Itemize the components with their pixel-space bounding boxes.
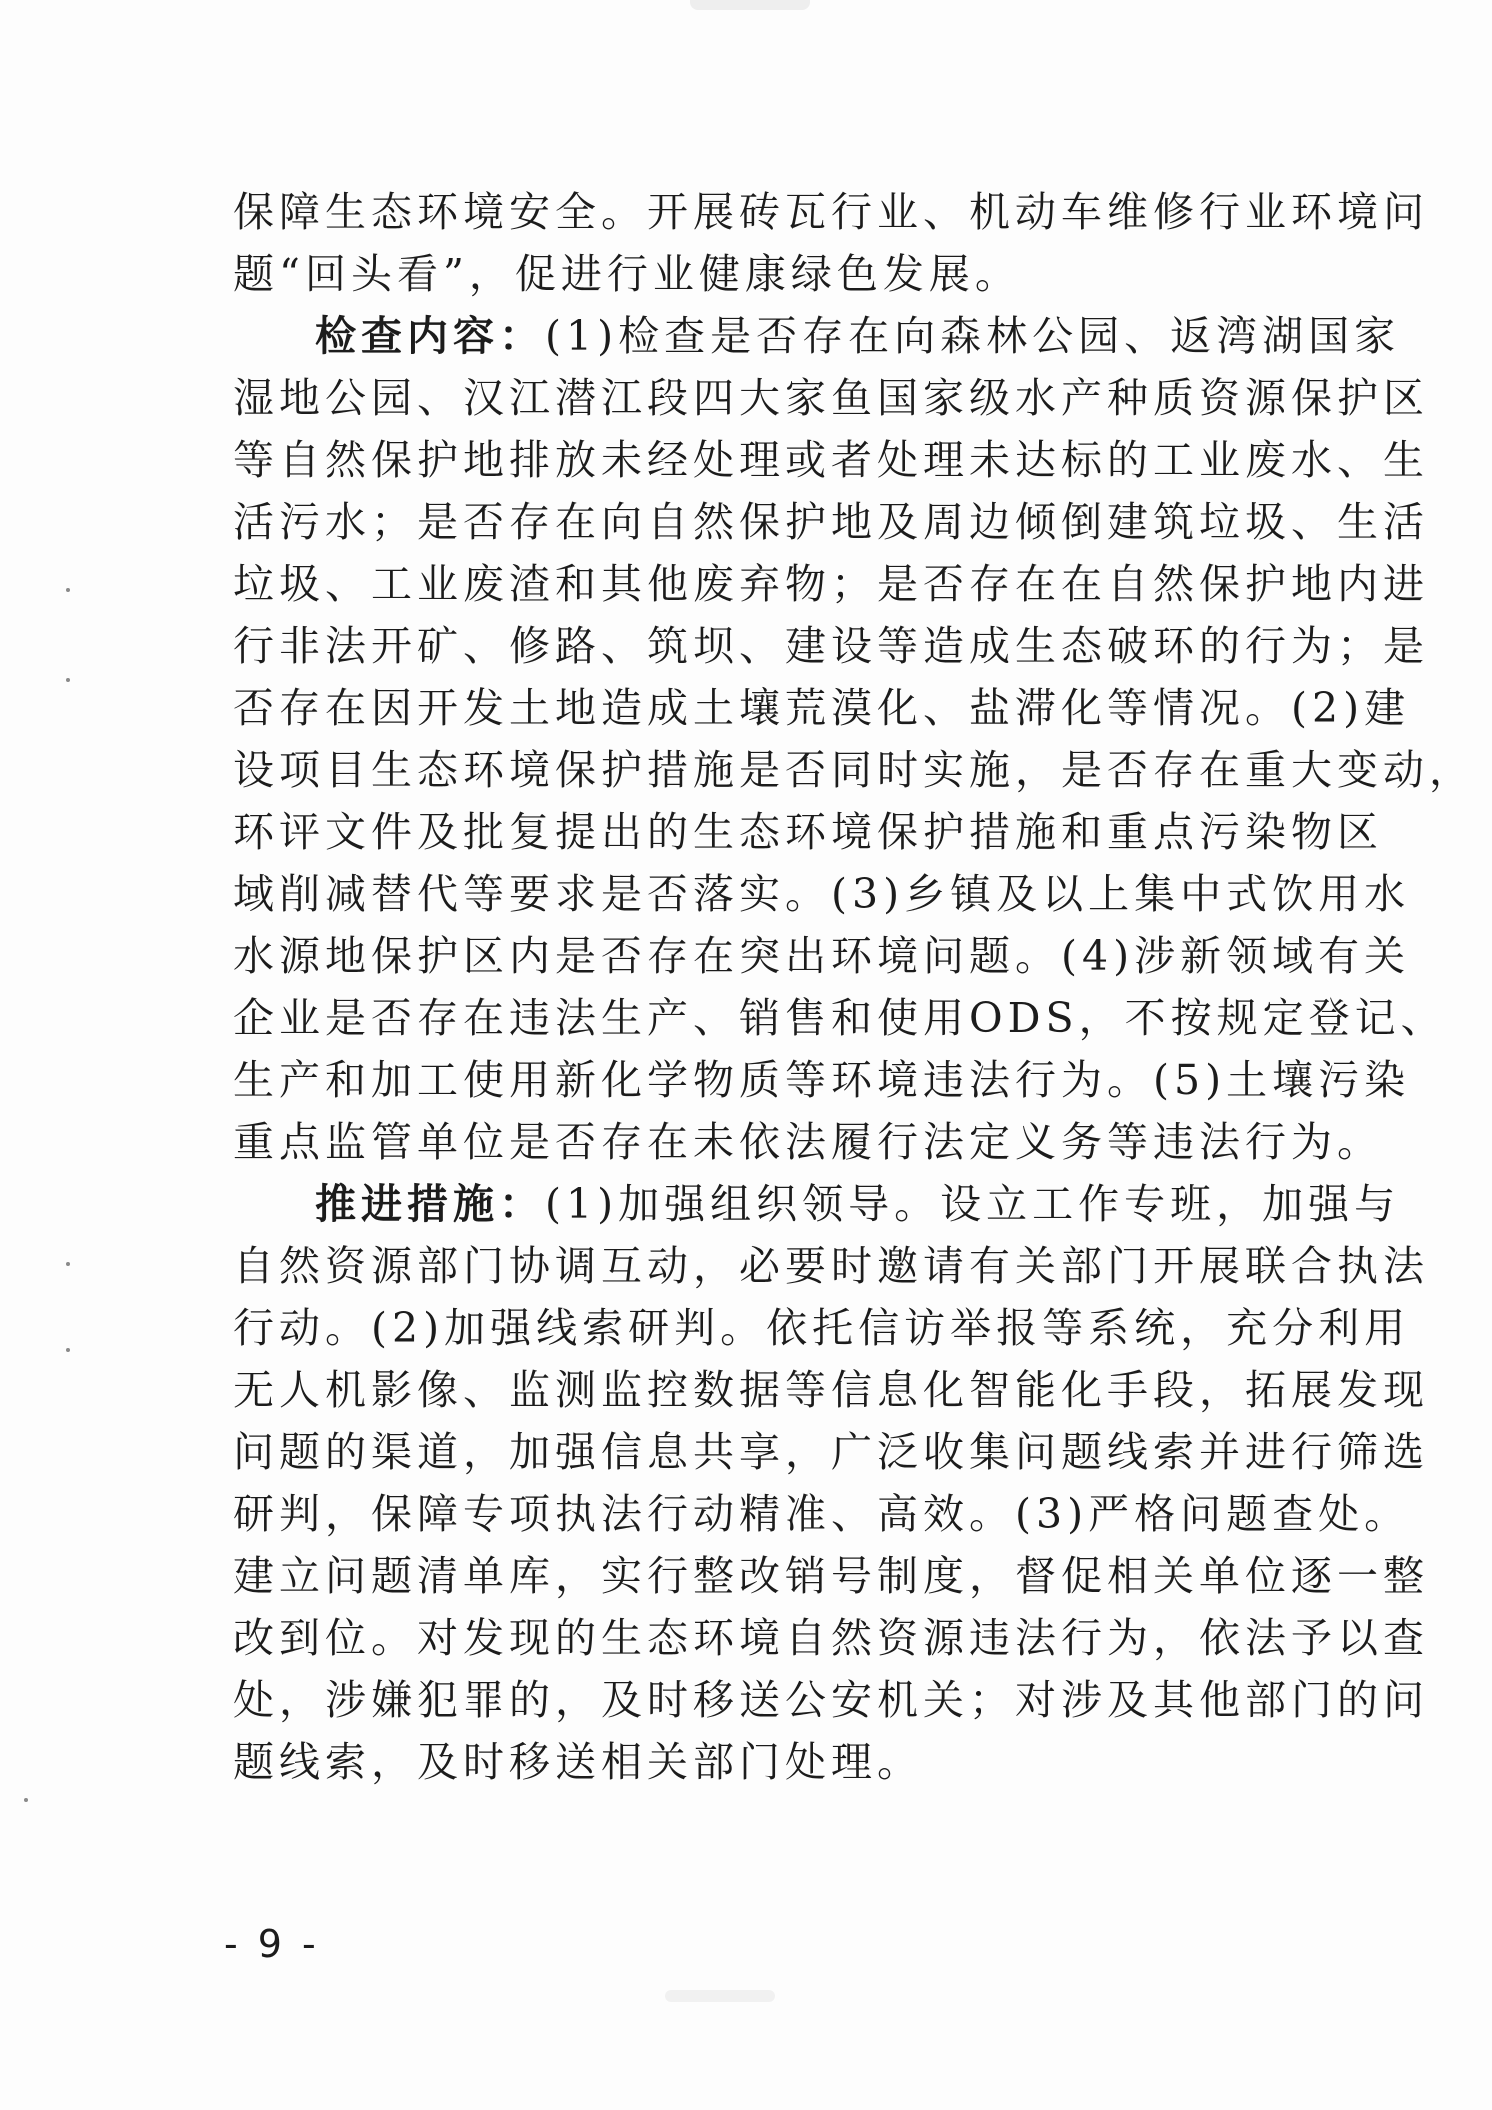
text-line: 否存在因开发土地造成土壤荒漠化、盐滞化等情况。(2)建 [233, 684, 1411, 732]
scan-artifact [690, 0, 810, 10]
scan-speck [24, 1798, 28, 1802]
text-line: 改到位。对发现的生态环境自然资源违法行为，依法予以查 [233, 1614, 1429, 1662]
scan-speck [66, 1262, 70, 1266]
text-line: 题线索，及时移送相关部门处理。 [233, 1738, 923, 1786]
scan-speck [66, 1348, 70, 1352]
text-line: 处，涉嫌犯罪的，及时移送公安机关；对涉及其他部门的问 [233, 1676, 1429, 1724]
text-line: 行动。(2)加强线索研判。依托信访举报等系统，充分利用 [233, 1304, 1411, 1352]
body-text [233, 181, 1475, 1793]
text-line: 企业是否存在违法生产、销售和使用ODS，不按规定登记、 [233, 994, 1447, 1042]
scan-artifact [665, 1990, 775, 2002]
text-line: 垃圾、工业废渣和其他废弃物；是否存在在自然保护地内进 [233, 560, 1429, 608]
measures-label: 推进措施： [315, 1180, 545, 1228]
text-line: 生产和加工使用新化学物质等环境违法行为。(5)土壤污染 [233, 1056, 1411, 1104]
text-line: 湿地公园、汉江潜江段四大家鱼国家级水产种质资源保护区 [233, 374, 1429, 422]
inspection-content-label: 检查内容： [315, 312, 545, 360]
scan-speck [66, 678, 70, 682]
text-line: 问题的渠道，加强信息共享，广泛收集问题线索并进行筛选 [233, 1428, 1429, 1476]
text-line: 重点监管单位是否存在未依法履行法定义务等违法行为。 [233, 1118, 1383, 1166]
paragraph-measures-first-line [233, 1173, 1401, 1235]
text-line: 研判，保障专项执法行动精准、高效。(3)严格问题查处。 [233, 1490, 1411, 1538]
text-line: 活污水；是否存在向自然保护地及周边倾倒建筑垃圾、生活 [233, 498, 1429, 546]
text-line: 无人机影像、监测监控数据等信息化智能化手段，拓展发现 [233, 1366, 1429, 1414]
paragraph-inspection-first-line [233, 305, 1401, 367]
text-line: 等自然保护地排放未经处理或者处理未达标的工业废水、生 [233, 436, 1429, 484]
text-line: 环评文件及批复提出的生态环境保护措施和重点污染物区 [233, 808, 1383, 856]
text-line: 行非法开矿、修路、筑坝、建设等造成生态破环的行为；是 [233, 622, 1429, 670]
text-line: 自然资源部门协调互动，必要时邀请有关部门开展联合执法 [233, 1242, 1429, 1290]
text-line: 域削减替代等要求是否落实。(3)乡镇及以上集中式饮用水 [233, 870, 1411, 918]
text-line: 建立问题清单库，实行整改销号制度，督促相关单位逐一整 [233, 1552, 1429, 1600]
page-number: - 9 - [224, 1922, 320, 1966]
text-line: 保障生态环境安全。开展砖瓦行业、机动车维修行业环境问 [233, 188, 1429, 236]
scan-speck [66, 588, 70, 592]
text-line: 题“回头看”，促进行业健康绿色发展。 [233, 250, 1021, 298]
text-line: (1)检查是否存在向森林公园、返湾湖国家 [545, 312, 1401, 360]
text-line: 水源地保护区内是否存在突出环境问题。(4)涉新领域有关 [233, 932, 1411, 980]
text-line: 设项目生态环境保护措施是否同时实施，是否存在重大变动， [233, 746, 1475, 794]
text-line: (1)加强组织领导。设立工作专班，加强与 [545, 1180, 1401, 1228]
